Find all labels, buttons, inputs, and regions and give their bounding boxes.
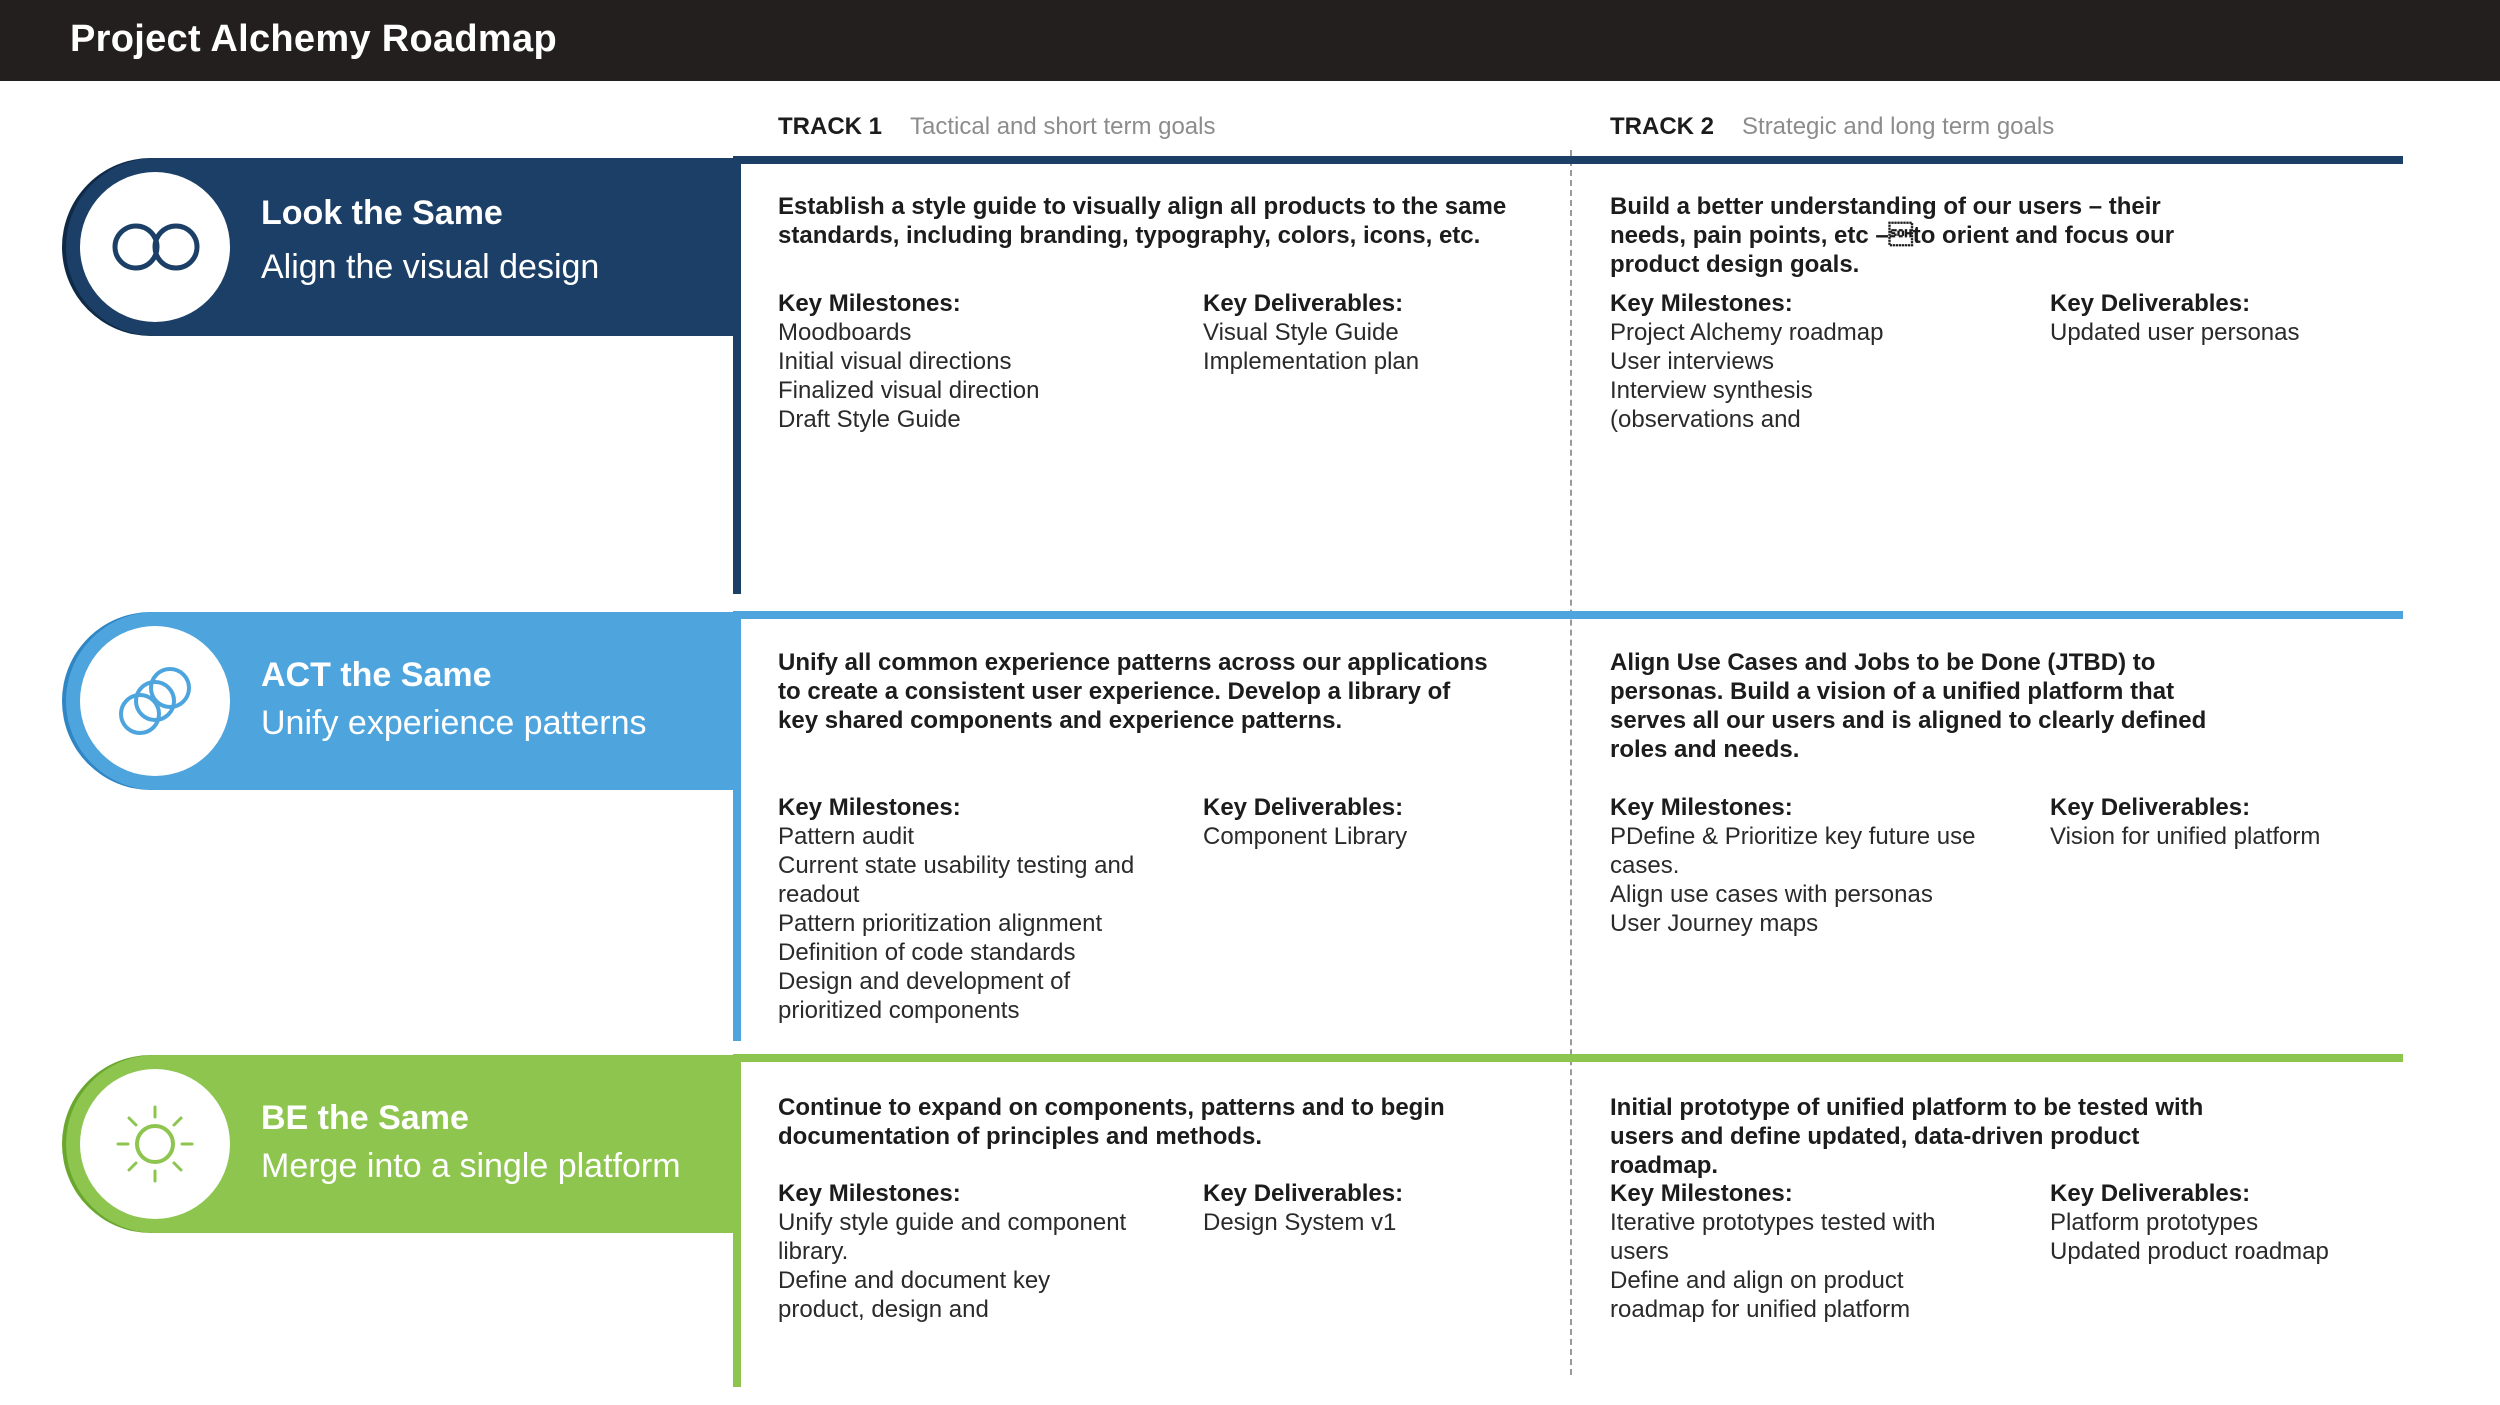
list-item: Implementation plan (1203, 348, 1420, 375)
list-item: Draft Style Guide (778, 406, 961, 433)
track-1-header (778, 113, 1216, 141)
section-3-rule (733, 1054, 2403, 1062)
list-item: roadmap for unified platform (1610, 1296, 1911, 1323)
section-3-heading: BE the Same (261, 1099, 469, 1137)
list-item: Updated product roadmap (2050, 1238, 2329, 1265)
list-item: Pattern audit (778, 823, 915, 850)
track-2-header (1610, 113, 2054, 141)
section-2-icon-circle (80, 626, 230, 776)
section-3-subheading: Merge into a single platform (261, 1147, 681, 1185)
s1-t1-intro: Establish a style guide to visually align all products to the same standards, including branding, typography, colors, icons, etc. (778, 193, 1507, 249)
list-item: Interview synthesis (1610, 377, 1813, 404)
sun-icon (80, 1069, 230, 1219)
list-item: Define and document key (778, 1267, 1051, 1294)
list-item: Finalized visual direction (778, 377, 1040, 404)
s1-t2-intro: Build a better understanding of our users – their needs, pain points, etc –to orient and focus our product design goals. (1610, 193, 2175, 278)
s3-t1-deliverables: Key Deliverables: Design System v1 (1203, 1179, 1543, 1237)
s2-t1-milestones: Key Milestones: Pattern audit Current state usability testing and readout Pattern prioritization alignment Definition of code standards Design and development of prioritized components (778, 793, 1198, 1025)
s2-t2-deliverables: Key Deliverables: Vision for unified platform (2050, 793, 2450, 851)
s1-t1-milestones: Key Milestones: Moodboards Initial visual directions Finalized visual direction Draft Style Guide (778, 289, 1198, 434)
section-2-subheading: Unify experience patterns (261, 704, 647, 742)
list-item: users (1610, 1238, 1669, 1265)
track-divider (1570, 150, 1572, 1375)
track-1-name: TRACK 1 (778, 113, 883, 140)
s3-t2-milestones: Key Milestones: Iterative prototypes tested with users Define and align on product roadmap for unified platform (1610, 1179, 2030, 1324)
list-item: Component Library (1203, 823, 1408, 850)
list-item: User Journey maps (1610, 910, 1819, 937)
s2-t2-milestones: Key Milestones: PDefine & Prioritize key future use cases. Align use cases with personas User Journey maps (1610, 793, 2030, 938)
two-circles-icon (80, 172, 230, 322)
list-item: Unify style guide and component (778, 1209, 1127, 1236)
section-1-icon-circle (80, 172, 230, 322)
list-item: Current state usability testing and (778, 852, 1135, 879)
page-title: Project Alchemy Roadmap (70, 18, 557, 60)
list-item: cases. (1610, 852, 1680, 879)
list-item: readout (778, 881, 860, 908)
s1-t2-milestones: Key Milestones: Project Alchemy roadmap User interviews Interview synthesis (observations and (1610, 289, 2030, 434)
s3-t2-intro: Initial prototype of unified platform to be tested with users and define updated, data-driven product roadmap. (1610, 1094, 2204, 1179)
section-2-rule (733, 611, 2403, 619)
list-item: Moodboards (778, 319, 912, 346)
s2-t1-deliverables: Key Deliverables: Component Library (1203, 793, 1543, 851)
track-1-desc: Tactical and short term goals (910, 113, 1216, 140)
list-item: Design System v1 (1203, 1209, 1397, 1236)
section-3-banner (66, 1055, 736, 1233)
overlapping-circles-icon (80, 626, 230, 776)
list-item: Vision for unified platform (2050, 823, 2321, 850)
list-item: Design and development of (778, 968, 1071, 995)
section-2-banner (66, 612, 736, 790)
s2-t1-intro: Unify all common experience patterns across our applications to create a consistent user experience. Develop a library of key shared components and experience patterns. (778, 649, 1488, 734)
list-item: prioritized components (778, 997, 1020, 1024)
list-item: Project Alchemy roadmap (1610, 319, 1884, 346)
list-item: PDefine & Prioritize key future use (1610, 823, 1976, 850)
s3-t1-milestones: Key Milestones: Unify style guide and component library. Define and document key product, design and (778, 1179, 1198, 1324)
list-item: product, design and (778, 1296, 989, 1323)
list-item: Define and align on product (1610, 1267, 1904, 1294)
s2-t2-intro: Align Use Cases and Jobs to be Done (JTBD) to personas. Build a vision of a unified platform that serves all our users and is aligned to clearly defined roles and needs. (1610, 649, 2207, 763)
section-1-subheading: Align the visual design (261, 248, 600, 286)
title-bar (0, 0, 2500, 81)
section-1-heading: Look the Same (261, 194, 503, 232)
list-item: Pattern prioritization alignment (778, 910, 1103, 937)
list-item: Updated user personas (2050, 319, 2300, 346)
list-item: Platform prototypes (2050, 1209, 2259, 1236)
track-2-name: TRACK 2 (1610, 113, 1715, 140)
section-2-heading: ACT the Same (261, 656, 492, 694)
list-item: library. (778, 1238, 849, 1265)
list-item: Initial visual directions (778, 348, 1012, 375)
track-2-desc: Strategic and long term goals (1742, 113, 2055, 140)
section-3-icon-circle (80, 1069, 230, 1219)
list-item: Iterative prototypes tested with (1610, 1209, 1936, 1236)
list-item: Definition of code standards (778, 939, 1076, 966)
list-item: (observations and (1610, 406, 1801, 433)
s3-t2-deliverables: Key Deliverables: Platform prototypes Updated product roadmap (2050, 1179, 2470, 1266)
section-1-banner (66, 158, 736, 336)
section-1-rule (733, 156, 2403, 164)
s1-t1-deliverables: Key Deliverables: Visual Style Guide Implementation plan (1203, 289, 1543, 376)
s3-t1-intro: Continue to expand on components, patterns and to begin documentation of principles and methods. (778, 1094, 1445, 1150)
list-item: Align use cases with personas (1610, 881, 1933, 908)
s1-t2-deliverables: Key Deliverables: Updated user personas (2050, 289, 2450, 347)
list-item: User interviews (1610, 348, 1775, 375)
list-item: Visual Style Guide (1203, 319, 1399, 346)
